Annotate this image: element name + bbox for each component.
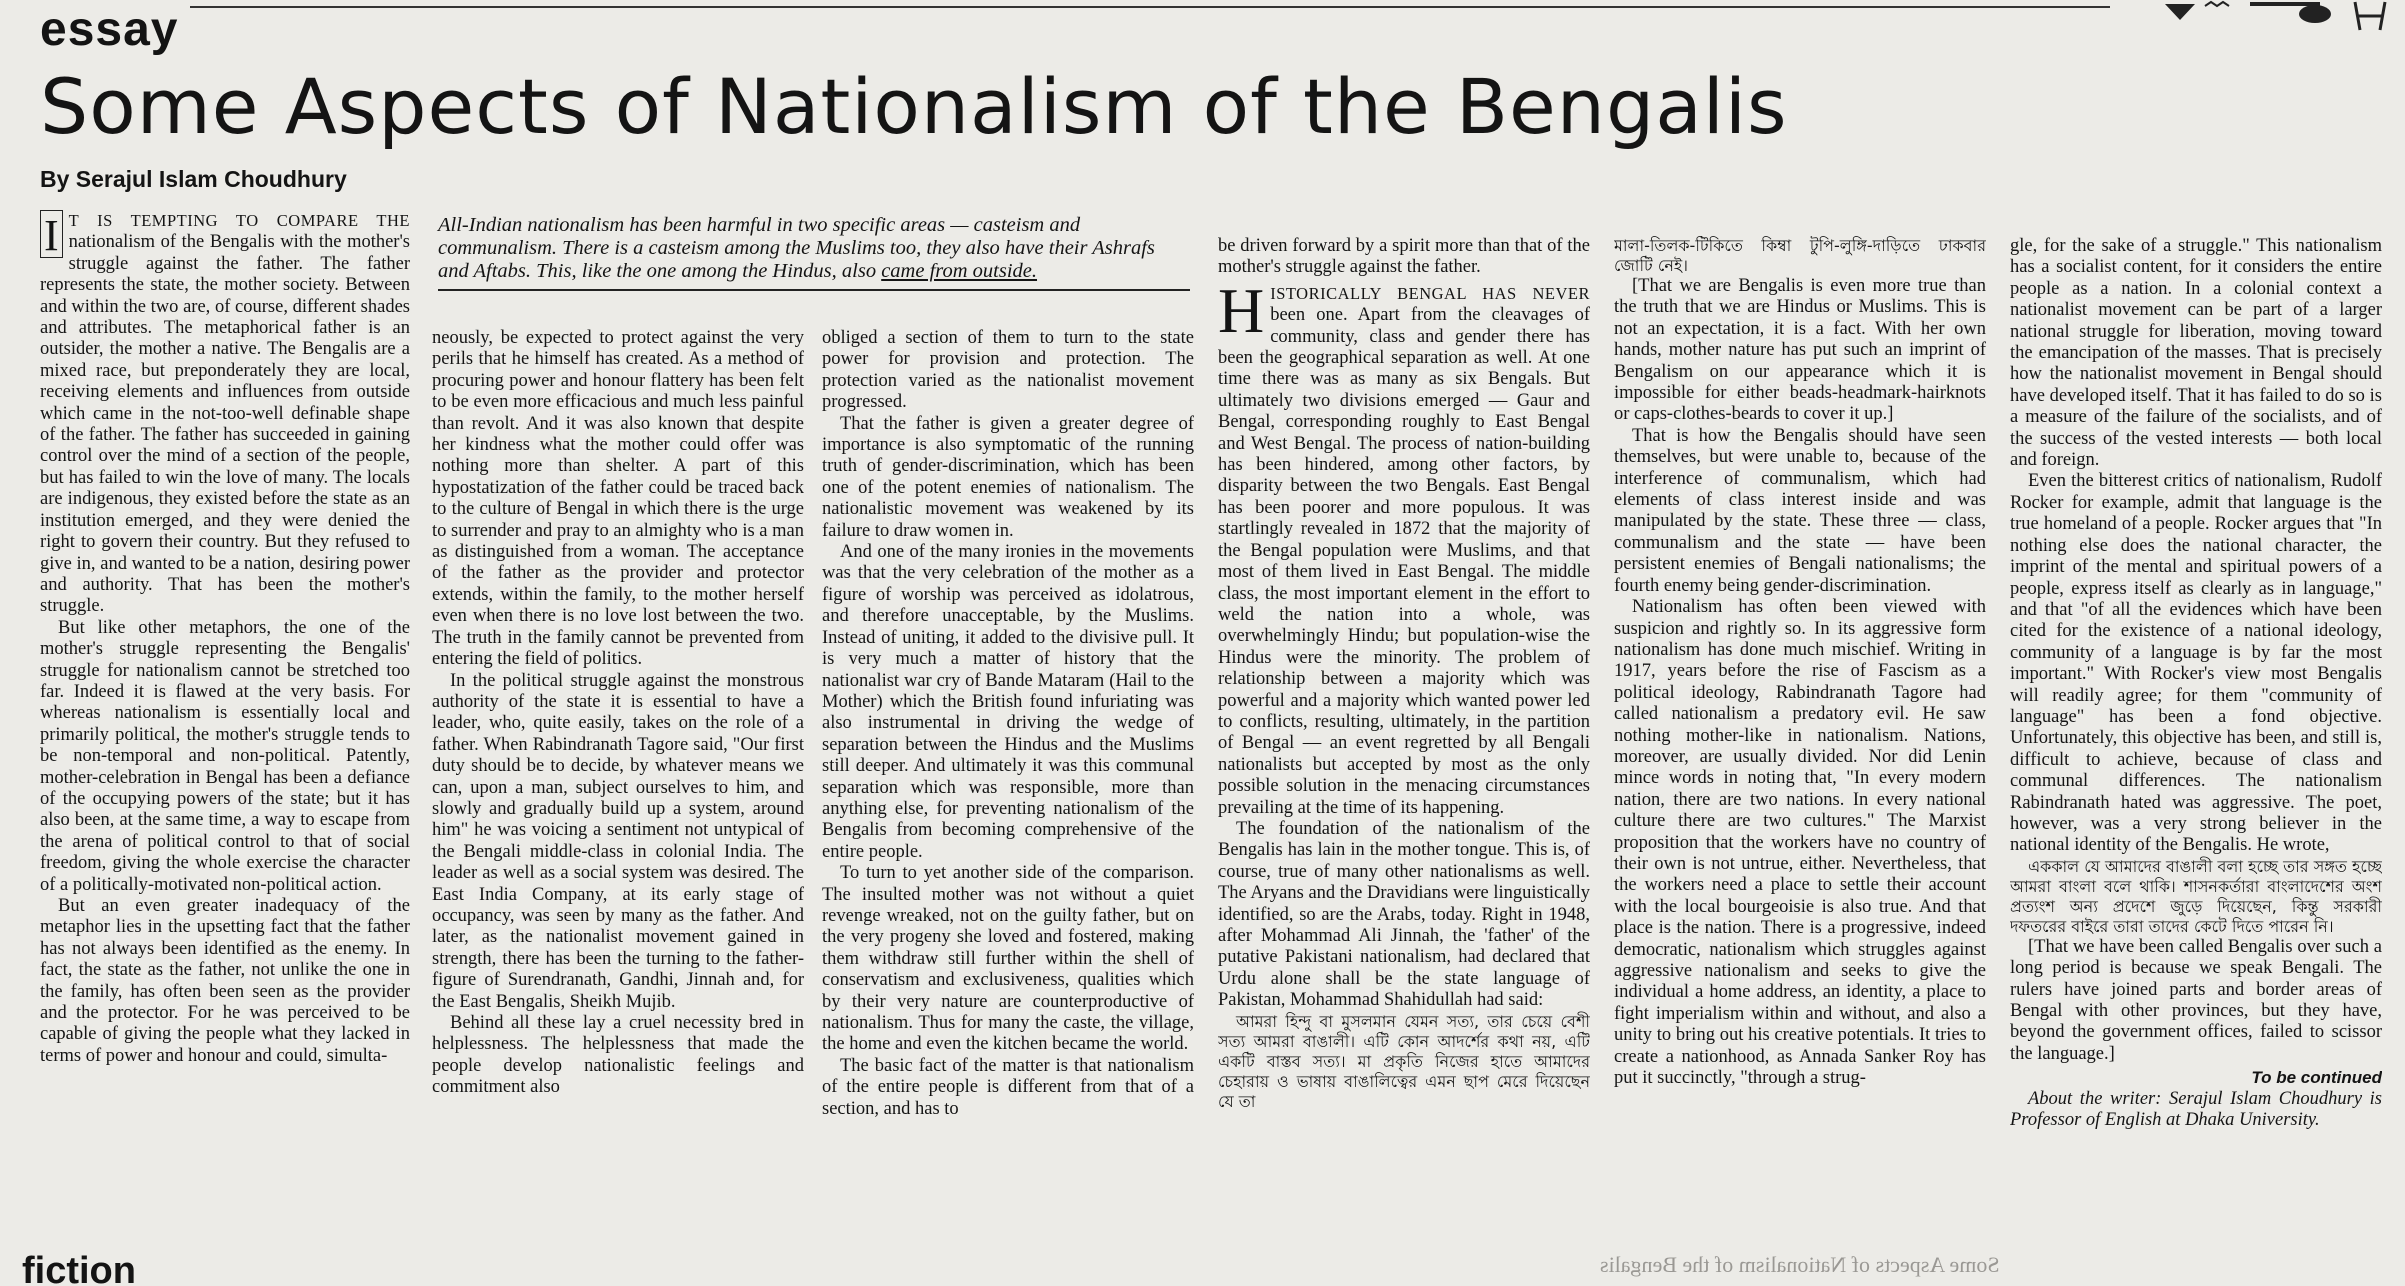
drop-cap: I xyxy=(40,210,63,258)
paragraph: But an even greater inadequacy of the metaphor lies in the upsetting fact that the father has not always been identified as the enemy. In fact, the state as the father, not unlike the one in the family, has often been seen as the provider and the protector. For he was perceived to be capable of giving the people what they lacked in terms of power and honour and could, simulta- xyxy=(40,896,410,1066)
next-section-label: fiction xyxy=(22,1250,136,1286)
corner-illustration xyxy=(2155,0,2405,32)
bengali-quote: আমরা হিন্দু বা মুসলমান যেমন সত্য, তার চেয়ে বেশী সত্য আমরা বাঙালী। এটি কোন আদর্শের কথা নয়, এটি একটি বাস্তব সত্য। মা প্রকৃতি নিজের হাতে আমাদের চেহারায় ও ভাষায় বাঙালিত্বের এমন ছাপ মেরে দিয়েছেন যে তা xyxy=(1218,1011,1590,1111)
lead-caps: ISTORICALLY BENGAL HAS NEVER xyxy=(1270,283,1590,303)
paragraph: Behind all these lay a cruel necessity bred in helplessness. The helplessness that made the people develop nationalistic feelings and commitment also xyxy=(432,1013,804,1098)
column-6 xyxy=(2010,236,2382,1246)
bengali-quote: মালা-তিলক-টিকিতে কিম্বা টুপি-লুঙ্গি-দাড়িতে ঢাকবার জোটি নেই। xyxy=(1614,236,1986,275)
paragraph: gle, for the sake of a struggle." This nationalism has a socialist content, for it considers the entire people as a nation. In a colonial context a nationalist movement can be part of a larger national struggle for liberation, moving toward the emancipation of the masses. That is precisely how the nationalist movement in Bengal should have developed itself. That it has failed to do so is a measure of the failure of the socialists, and of the success of the vested interests — both local and foreign. xyxy=(2010,236,2382,471)
paragraph: The basic fact of the matter is that nationalism of the entire people is different from that of a section, and has to xyxy=(822,1055,1194,1119)
bengali-quote: এককাল যে আমাদের বাঙালী বলা হচ্ছে তার সঙ্গত হচ্ছে আমরা বাংলা বলে থাকি। শাসনকর্তারা বাংলাদেশের অংশ প্রত্যংশ অন্য প্রদেশে জুড়ে দিয়েছেন, কিন্তু সরকারী দফতরের বাইরে তারা তাদের কেটে দিতে পারেন নি। xyxy=(2010,856,2382,936)
pull-quote-underlined: came from outside. xyxy=(881,260,1038,282)
paragraph: Nationalism has often been viewed with suspicion and rightly so. In its aggressive form nationalism has done much mischief. Writing in 1917, years before the rise of Fascism as a political ideology, Rabindranath Tagore had called nationalism a predatory evil. He saw nothing mother-like in nationalism. Nations, moreover, are usually divided. Nor did Lenin mince words in noting that, "In every modern nation, there are two nations. In every national culture there are two cultures." The Marxist proposition that the workers have no country of their own is not untrue, either. Nevertheless, that the workers need a place to settle their account with the local bourgeoisie is also true. And that place is the nation. There is a progressive, indeed democratic, nationalism which struggles against aggressive nationalism and seeks to give the individual a home address, an identity, a place to fight imperialism within and without, and also a unity to bring out his creative potentials. It tries to create a nationhood, as Annada Sanker Roy has put it succinctly, "through a strug- xyxy=(1614,597,1986,1089)
paragraph: That is how the Bengalis should have seen themselves, but were unable to, because of the interference of communalism, which had elements of class interest inside and was manipulated by the state. These three — class, communalism and the state — have been persistent enemies of Bengali nationalisms; the fourth enemy being gender-discrimination. xyxy=(1614,425,1986,596)
article-headline: Some Aspects of Nationalism of the Bengalis xyxy=(40,62,1788,151)
section-lead-paragraph xyxy=(1218,274,1590,819)
paragraph: Even the bitterest critics of nationalism, Rudolf Rocker for example, admit that language is the true homeland of a people. Rocker argues that "In nothing else does the national character, the imprint of the mental and spiritual powers of a people, express itself as clearly as in language," and that "of all the evidences which have been cited for the existence of a national ideology, community of a language is by far the most important." With Rocker's view most Bengalis will readily agree; for them "community of language" has been a fond objective. Unfortunately, this objective has been, and still is, difficult to achieve, because of class and communal differences. The nationalism Rabindranath hated was aggressive. The poet, however, was a very strong believer in the national identity of the Bengalis. He wrote, xyxy=(2010,471,2382,856)
paragraph: To turn to yet another side of the comparison. The insulted mother was not without a quiet revenge wreaked, not on the guilty father, but on the very progeny she loved and fostered, making them withdraw still further within the shell of conservatism and exclusiveness, qualities which by their very nature are counterproductive of nationalism. Thus for many the caste, the village, the home and even the kitchen became the world. xyxy=(822,863,1194,1055)
translation-paragraph: [That we have been called Bengalis over such a long period is because we speak Bengali. The rulers have joined parts and border areas of Bengal with other provinces, but they have, beyond the government offices, failed to scissor the language.] xyxy=(2010,936,2382,1064)
show-through-text: Some Aspects of Nationalism of the Bengalis xyxy=(1600,1252,2000,1277)
paragraph: been one. Apart from the cleavages of community, class and gender there has been the geographical separation as well. At one time there was as many as six Bengals. But ultimately two divisions emerged — Gaur and Bengal, corresponding roughly to East Bengal and West Bengal. The process of nation-building has been hindered, among other factors, by disparity between the two Bengals. East Bengal has been poorer and more populous. It was startlingly revealed in 1872 that the majority of the Bengal population were Muslims, and that most of them lived in East Bengal. The middle class, the most important element in the effort to weld the nation into a whole, was overwhelmingly Hindu; but population-wise the Hindus were the minority. The problem of relationship between a majority which was powerful and a majority which wanted power led to conflicts, resulting, ultimately, in the partition of Bengal — an event regretted by all Bengali nationalists but accepted by most as the only possible solution in the menacing circumstances prevailing at the time of its happening. xyxy=(1218,305,1590,818)
paragraph: be driven forward by a spirit more than that of the mother's struggle against the father. xyxy=(1218,236,1590,278)
drop-cap: H xyxy=(1218,274,1265,346)
paragraph: In the political struggle against the monstrous authority of the state it is essential to have a leader, who, quite easily, takes on the role of a father. When Rabindranath Tagore said, "Our first duty should be to decide, by whatever means we can, upon a man, subject ourselves to him, and slowly and gradually build up a system, around him" he was voicing a sentiment not untypical of the Bengali middle-class in colonial India. The leader as well as a social system was desired. The East India Company, at its early stage of occupancy, was seen by many as the father. And later, as the nationalist movement gained in strength, there has been the turning to the father-figure of Surendranath, Gandhi, Jinnah and, for the East Bengalis, Sheikh Mujib. xyxy=(432,670,804,1012)
top-rule xyxy=(190,6,2110,8)
column-5 xyxy=(1614,236,1986,1246)
page-footer xyxy=(0,1244,2405,1286)
byline: By Serajul Islam Choudhury xyxy=(40,166,347,192)
paragraph: And one of the many ironies in the movements was that the very celebration of the mother as a figure of worship was perceived as idolatrous, and therefore unacceptable, by the Muslims. Instead of uniting, it added to the divisive pull. It is very much a matter of history that the nationalist war cry of Bande Mataram (Hail to the Mother) which the British found infuriating was also instrumental in driving the wedge of separation between the Hindus and the Muslims still deeper. And ultimately it was this communal separation which was responsible, more than anything else, for preventing nationalism of the Bengalis from becoming comprehensive of the entire people. xyxy=(822,542,1194,862)
about-writer: About the writer: Serajul Islam Choudhury is Professor of English at Dhaka University. xyxy=(2010,1088,2382,1131)
paragraph: neously, be expected to protect against the very perils that he himself has created. As a method of procuring power and honour flattery has been felt to be even more efficacious and much less painful than revolt. And it was also known that despite her kindness what the mother could offer was nothing more than shelter. A part of this hypostatization of the father could be traced back to the culture of Bengal in which there is the urge to surrender and pray to an almighty who is a man as distinguished from a woman. The acceptance of the father as the provider and protector extends, within the family, to the mother herself even when there is no love lost between the two. The truth in the family cannot be prevented from entering the field of politics. xyxy=(432,328,804,670)
column-2 xyxy=(432,328,804,1246)
column-4 xyxy=(1218,236,1590,1246)
section-label: essay xyxy=(40,3,179,56)
lead-paragraph xyxy=(40,210,410,618)
continued-note: To be continued xyxy=(2251,1068,2382,1088)
pull-quote xyxy=(438,214,1190,291)
translation-paragraph: [That we are Bengalis is even more true than the truth that we are Hindus or Muslims. This is not an expectation, it is a fact. With her own hands, mother nature has put such an imprint of Bengalism on our appearance which it is impossible for either beads-headmark-hairknots or caps-clothes-beards to cover it up.] xyxy=(1614,276,1986,425)
paragraph: That the father is given a greater degree of importance is also symptomatic of the running truth of gender-discrimination, which has been one of the potent enemies of nationalism. The nationalistic movement was weakened by its failure to draw women in. xyxy=(822,413,1194,541)
pull-quote-text: All-Indian nationalism has been harmful in two specific areas — casteism and communalism. There is a casteism among the Muslims too, they also have their Ashrafs and Aftabs. This, like the one among the Hindus, also xyxy=(438,214,1155,282)
column-1 xyxy=(40,210,410,1246)
paragraph: nationalism of the Bengalis with the mother's struggle against the father. The father represents the state, the mother society. Between and within the two are, of course, different shades and attributes. The metaphorical father is an outsider, the mother a native. The Bengalis are a mixed race, but preponderately they are local, receiving elements and influences from outside which came in the not-too-well definable shape of the father. The father has succeeded in gaining control over the mind of a section of the people, but has failed to win the love of many. The locals are indigenous, they existed before the state as an institution emerged, and they were denied the right to govern their country. But they refused to give in, and wanted to be a nation, desiring power and authority. That has been the mother's struggle. xyxy=(40,232,410,617)
paragraph: The foundation of the nationalism of the Bengalis has lain in the mother tongue. This is, of course, true of many other nationalisms as well. The Aryans and the Dravidians were linguistically identified, so are the Arabs, today. Right in 1948, after Mohammad Ali Jinnah, the 'father' of the putative Pakistani nationalism, had declared that Urdu alone shall be the state language of Pakistan, Mohammad Shahidullah had said: xyxy=(1218,818,1590,1011)
paragraph: obliged a section of them to turn to the state power for provision and protection. The protection varied as the nationalist movement progressed. xyxy=(822,328,1194,413)
column-3 xyxy=(822,328,1194,1246)
lead-caps: T IS TEMPTING TO COMPARE THE xyxy=(68,211,410,230)
paragraph: But like other metaphors, the one of the mother's struggle representing the Bengalis' struggle for nationalism cannot be stretched too far. Indeed it is flawed at the very basis. For whereas nationalism is essentially local and primarily political, the mother's struggle tends to be non-temporal and non-political. Patently, mother-celebration in Bengal has been a defiance of the occupying powers of the state; but it has also been, at the same time, a way to escape from the arena of political control to that of social freedom, giving the whole exercise the character of a politically-motivated non-political action. xyxy=(40,617,410,895)
